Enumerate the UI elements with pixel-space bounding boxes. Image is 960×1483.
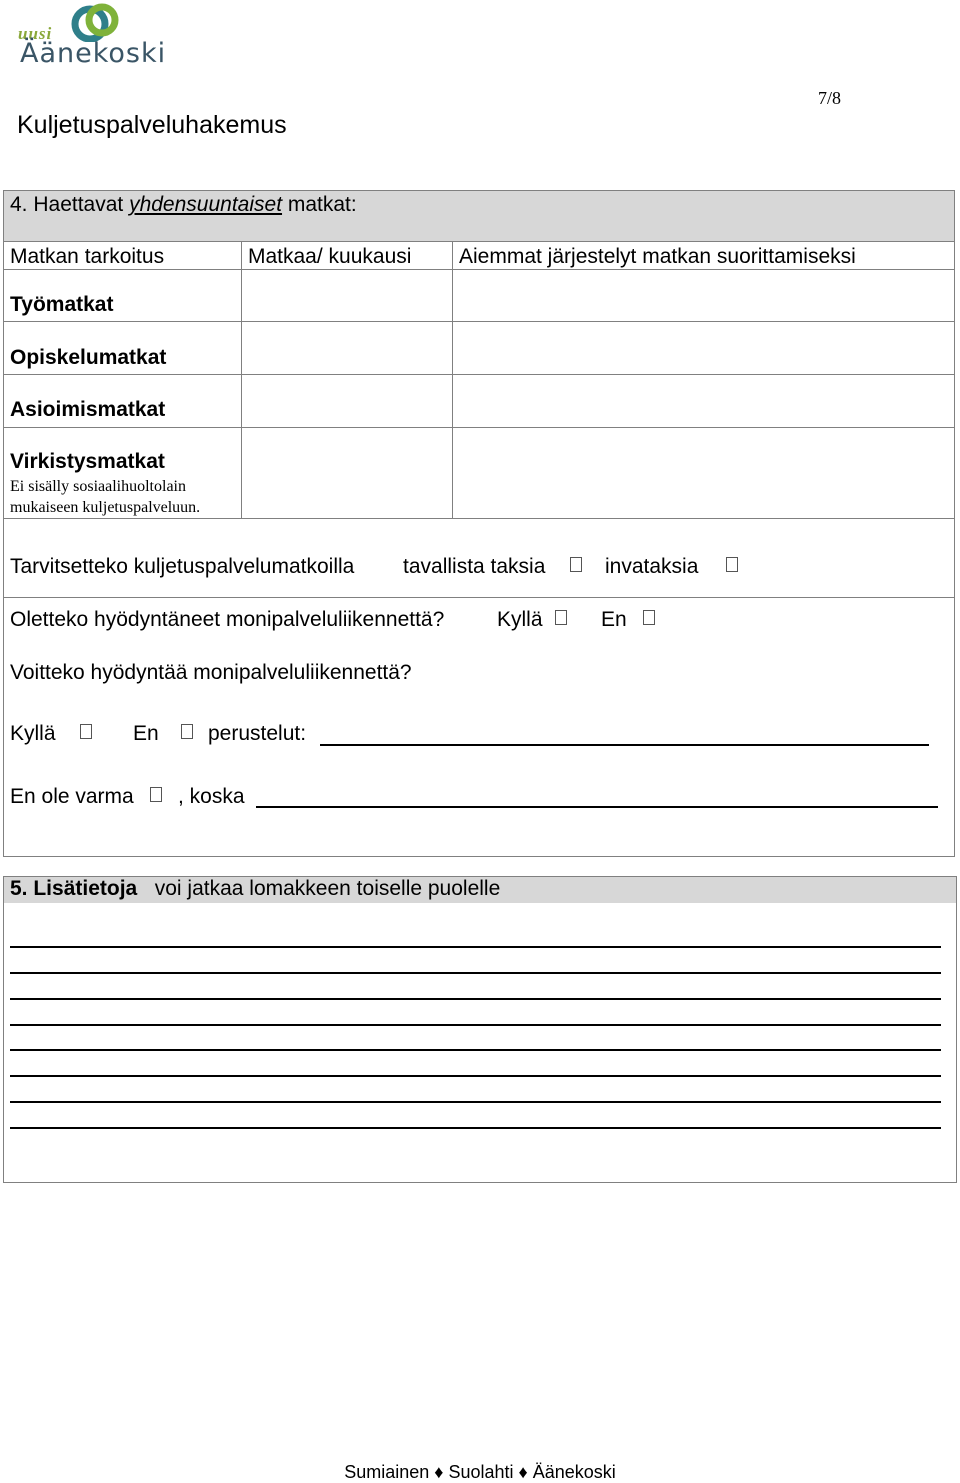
leisure-trips-arrangements-cell[interactable] — [453, 428, 954, 518]
taxi-type-question: Tarvitsetteko kuljetuspalvelumatkoilla — [10, 555, 355, 578]
table-divider — [4, 518, 954, 519]
used-no-checkbox[interactable] — [643, 610, 655, 625]
section5-title-rest: voi jatkaa lomakkeen toiselle puolelle — [154, 877, 501, 900]
because-label: , koska — [178, 785, 245, 808]
additional-info-line[interactable] — [10, 1127, 941, 1129]
footer — [0, 1462, 960, 1483]
additional-info-line[interactable] — [10, 998, 941, 1000]
column-header-previous-arrangements: Aiemmat järjestelyt matkan suorittamiseksi — [459, 245, 856, 268]
footer-place-suolahti: Suolahti — [448, 1462, 514, 1482]
page-number: 7/8 — [818, 88, 842, 108]
used-no-label: En — [601, 608, 627, 631]
section5-box — [3, 876, 957, 1183]
regular-taxi-label: tavallista taksia — [403, 555, 546, 578]
reasons-label: perustelut: — [208, 722, 307, 745]
additional-info-line[interactable] — [10, 972, 941, 974]
can-use-no-label: En — [133, 722, 159, 745]
column-header-purpose: Matkan tarkoitus — [10, 245, 165, 268]
not-sure-label: En ole varma — [10, 785, 134, 808]
additional-info-line[interactable] — [10, 1075, 941, 1077]
row-label-study-trips: Opiskelumatkat — [10, 346, 167, 369]
wheelchair-taxi-label: invataksia — [605, 555, 699, 578]
section4-title — [10, 193, 357, 217]
section5-title-bold: 5. Lisätietoja — [10, 877, 138, 900]
logo-mark-icon — [64, 2, 126, 42]
additional-info-line[interactable] — [10, 1049, 941, 1051]
used-yes-label: Kyllä — [497, 608, 543, 631]
leisure-note-line1: Ei sisälly sosiaalihuoltolain — [10, 478, 186, 495]
footer-place-sumiainen: Sumiainen — [344, 1462, 430, 1482]
can-use-no-checkbox[interactable] — [181, 724, 193, 739]
used-service-traffic-question: Oletteko hyödyntäneet monipalveluliikennettä? — [10, 608, 445, 631]
additional-info-line[interactable] — [10, 1024, 941, 1026]
uusi-aanekoski-logo — [14, 2, 174, 70]
column-header-per-month: Matkaa/ kuukausi — [248, 245, 412, 268]
diamond-icon: ♦ — [518, 1462, 528, 1482]
work-trips-arrangements-cell[interactable] — [453, 270, 954, 321]
not-sure-checkbox[interactable] — [150, 787, 162, 802]
footer-place-aanekoski: Äänekoski — [532, 1462, 616, 1482]
because-input-line[interactable] — [256, 806, 938, 808]
work-trips-per-month-cell[interactable] — [242, 270, 452, 321]
diamond-icon: ♦ — [434, 1462, 444, 1482]
row-label-leisure-trips: Virkistysmatkat — [10, 450, 165, 473]
logo-prefix: uusi — [18, 24, 53, 43]
wheelchair-taxi-checkbox[interactable] — [726, 557, 738, 572]
section4-title-emphasis: yhdensuuntaiset — [129, 193, 283, 216]
row-label-work-trips: Työmatkat — [10, 293, 114, 316]
additional-info-line[interactable] — [10, 946, 941, 948]
reasons-input-line[interactable] — [320, 744, 929, 746]
leisure-note-line2: mukaiseen kuljetuspalveluun. — [10, 499, 201, 516]
row-label-errand-trips: Asioimismatkat — [10, 398, 166, 421]
additional-info-line[interactable] — [10, 1101, 941, 1103]
section4-divider — [4, 597, 954, 598]
errand-trips-per-month-cell[interactable] — [242, 375, 452, 427]
regular-taxi-checkbox[interactable] — [570, 557, 582, 572]
section5-title — [10, 877, 500, 901]
logo-name: Äänekoski — [20, 38, 167, 69]
can-use-yes-label: Kyllä — [10, 722, 56, 745]
section4-number: 4. Haettavat — [10, 193, 130, 216]
errand-trips-arrangements-cell[interactable] — [453, 375, 954, 427]
leisure-trips-per-month-cell[interactable] — [242, 428, 452, 518]
study-trips-per-month-cell[interactable] — [242, 322, 452, 374]
page-title: Kuljetuspalveluhakemus — [17, 111, 287, 139]
can-use-service-traffic-question: Voitteko hyödyntää monipalveluliikennettä? — [10, 661, 412, 684]
section4-title-rest: matkat: — [282, 193, 357, 216]
can-use-yes-checkbox[interactable] — [80, 724, 92, 739]
used-yes-checkbox[interactable] — [555, 610, 567, 625]
study-trips-arrangements-cell[interactable] — [453, 322, 954, 374]
